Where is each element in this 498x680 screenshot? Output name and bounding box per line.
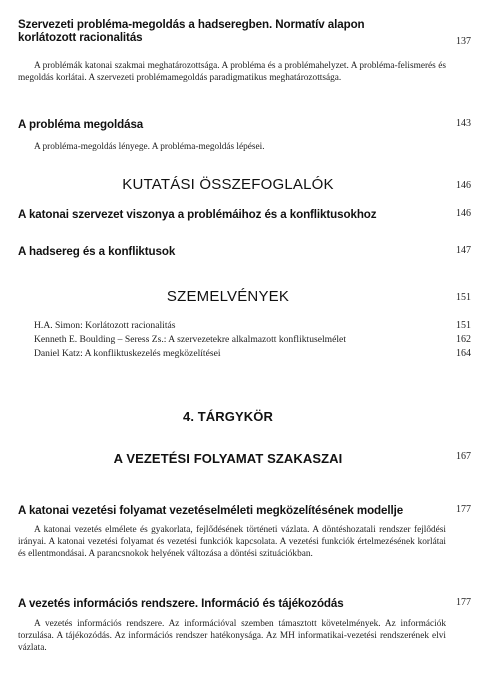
toc-page-number: 151 <box>456 292 471 303</box>
toc-section-text: A problémák katonai szakmai meghatározottsága. A probléma és a problémahelyzet. A probléma-felismerés és megoldás korlátai. A szervezeti problémamegoldás paradigmatikus meghatározottsága. <box>18 61 446 83</box>
toc-page-number: 143 <box>456 118 471 129</box>
toc-part-title-readings[interactable]: SZEMELVÉNYEK <box>166 288 290 305</box>
toc-page-number: 146 <box>456 180 471 191</box>
toc-heading-sec2[interactable]: A probléma megoldása <box>18 118 144 131</box>
toc-topic-title[interactable]: 4. TÁRGYKÖR <box>183 409 273 424</box>
toc-page-number: 167 <box>456 451 471 462</box>
toc-heading-sec6[interactable]: A vezetés információs rendszere. Információ és tájékozódás <box>18 597 344 610</box>
reading-page-number: 151 <box>456 320 471 331</box>
reading-item[interactable]: Daniel Katz: A konfliktuskezelés megközelítései <box>34 348 221 359</box>
reading-page-number: 164 <box>456 348 471 359</box>
toc-section-text: A probléma-megoldás lényege. A probléma-megoldás lépései. <box>34 142 265 152</box>
toc-part-title-summaries[interactable]: KUTATÁSI ÖSSZEFOGLALÓK <box>122 176 334 193</box>
reading-item[interactable]: Kenneth E. Boulding – Seress Zs.: A szervezetekre alkalmazott konfliktuselmélet <box>34 334 346 345</box>
toc-topic-subtitle[interactable]: A VEZETÉSI FOLYAMAT SZAKASZAI <box>113 451 343 466</box>
toc-heading-line: Szervezeti probléma-megoldás a hadseregben. Normatív alapon <box>18 18 365 31</box>
toc-heading-sec5[interactable]: A katonai vezetési folyamat vezetéselméleti megközelítésének modellje <box>18 504 404 517</box>
toc-page-number: 146 <box>456 208 471 219</box>
toc-heading-sec3[interactable]: A katonai szervezet viszonya a problémáihoz és a konfliktusokhoz <box>18 208 377 221</box>
toc-heading-sec4[interactable]: A hadsereg és a konfliktusok <box>18 245 176 258</box>
toc-heading-sec1[interactable] <box>18 18 478 44</box>
toc-page-number: 137 <box>456 36 471 47</box>
toc-section-text: A katonai vezetés elmélete és gyakorlata, fejlődésének történeti vázlata. A döntéshozatali rendszer fejlődési irányai. A katonai vezetési folyamat és vezetési funkciók kapcsolata. A vezetési funkciók értelmezésének korlátai és ellentmondásai. A parancsnokok helyének változása a döntési szituációkban. <box>18 525 446 559</box>
toc-page-number: 177 <box>456 504 471 515</box>
toc-section-text: A vezetés információs rendszere. Az információval szemben támasztott követelmények. Az információk torzulása. A tájékozódás. Az információs rendszer hatékonysága. Az MH informatikai-vezetési rendszerének elvi vázlata. <box>18 619 446 653</box>
reading-item[interactable]: H.A. Simon: Korlátozott racionalitás <box>34 320 176 331</box>
toc-page-number: 147 <box>456 245 471 256</box>
reading-page-number: 162 <box>456 334 471 345</box>
toc-page-number: 177 <box>456 597 471 608</box>
toc-heading-line: korlátozott racionalitás <box>18 31 143 44</box>
